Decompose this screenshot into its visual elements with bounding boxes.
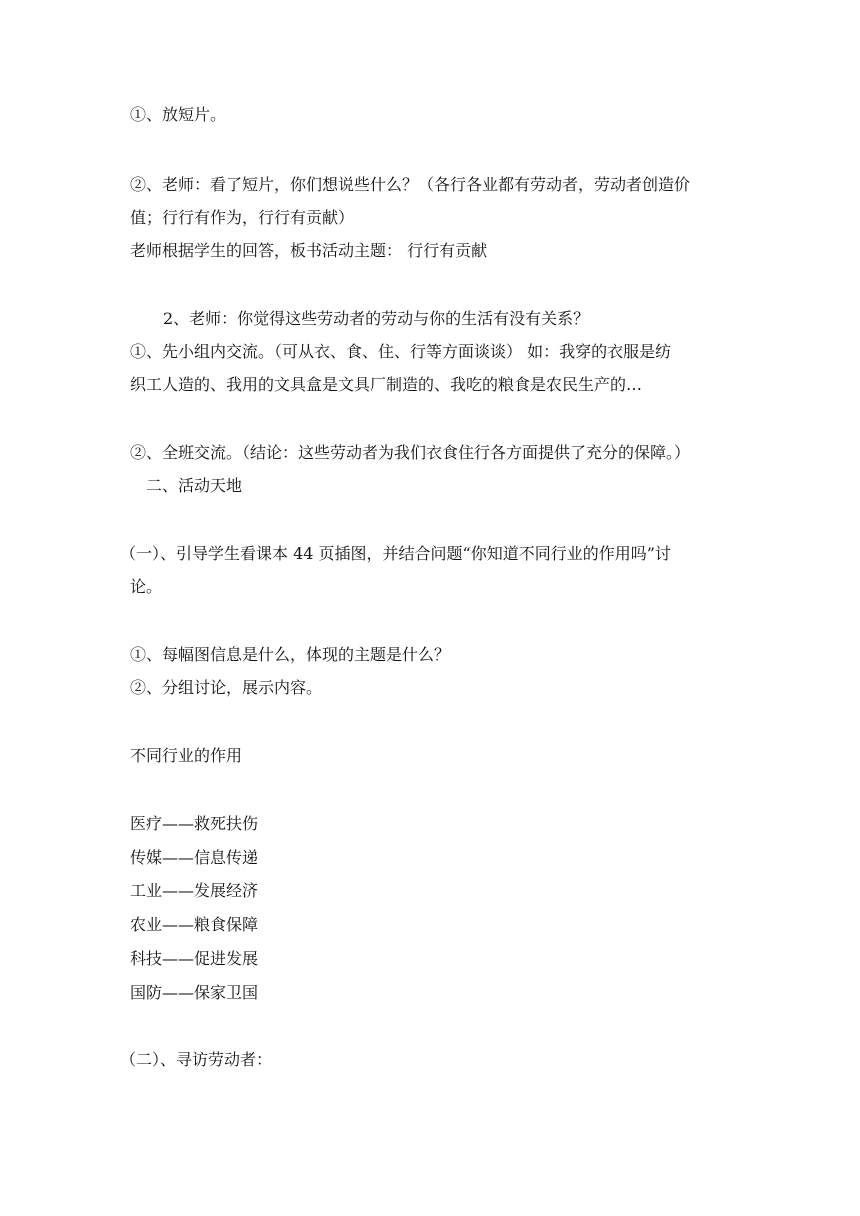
paragraph-picture-info: ①、每幅图信息是什么，体现的主题是什么？ — [130, 645, 451, 664]
paragraph-visit-workers: （二）、寻访劳动者： — [120, 1050, 273, 1069]
list-item: 医疗——救死扶伤 — [130, 814, 259, 833]
list-item: 传媒——信息传递 — [130, 848, 259, 867]
paragraph-teacher-question-line1: ②、老师：看了短片，你们想说些什么？（各行各业都有劳动者，劳动者创造价 — [130, 175, 691, 194]
paragraph-class-discuss: ②、全班交流。（结论：这些劳动者为我们衣食住行各方面提供了充分的保障。） — [130, 443, 691, 462]
list-item: 工业——发展经济 — [130, 881, 259, 900]
section-heading-activity: 二、活动天地 — [146, 476, 243, 495]
paragraph-guide-line2: 论。 — [130, 577, 163, 596]
list-title: 不同行业的作用 — [130, 746, 243, 765]
list-item: 科技——促进发展 — [130, 949, 259, 968]
paragraph-teacher-question-2: 2、老师：你觉得这些劳动者的劳动与你的生活有没有关系？ — [163, 309, 590, 328]
paragraph-play-clip: ①、放短片。 — [130, 105, 227, 124]
list-item: 农业——粮食保障 — [130, 915, 259, 934]
paragraph-board-theme: 老师根据学生的回答，板书活动主题： 行行有贡献 — [130, 241, 488, 260]
paragraph-group-discuss-line2: 织工人造的、我用的文具盒是文具厂制造的、我吃的粮食是农民生产的… — [130, 375, 643, 394]
list-item: 国防——保家卫国 — [130, 983, 259, 1002]
paragraph-guide-line1: （一）、引导学生看课本 44 页插图，并结合问题“你知道不同行业的作用吗”讨 — [120, 544, 671, 563]
paragraph-group-discuss-line1: ①、先小组内交流。（可从衣、食、住、行等方面谈谈） 如：我穿的衣服是纺 — [130, 342, 672, 361]
paragraph-group-show: ②、分组讨论，展示内容。 — [130, 678, 323, 697]
paragraph-teacher-question-line2: 值；行行有作为，行行有贡献） — [130, 208, 355, 227]
